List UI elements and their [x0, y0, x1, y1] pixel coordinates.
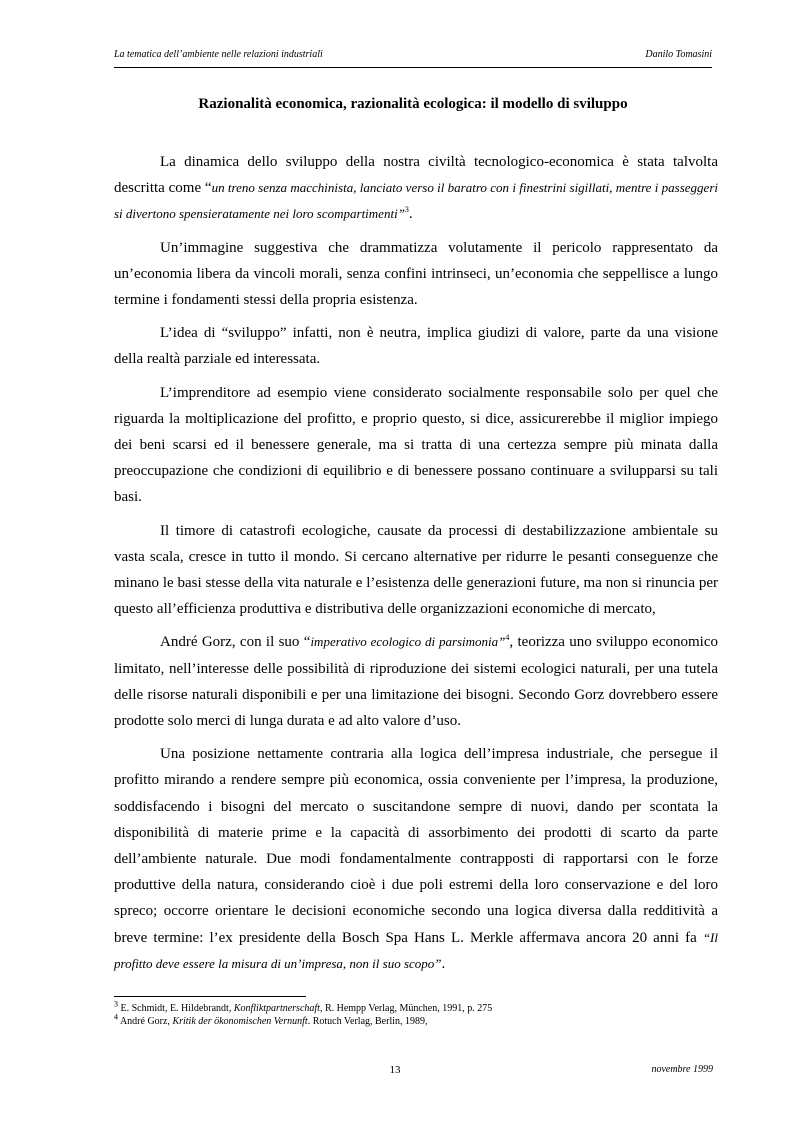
paragraph-6: André Gorz, con il suo “imperativo ecologico di parsimonia”$^4$, teorizza uno sviluppo economico limitato, nell’interesse delle possibilità di riproduzione dei sistemi ecologici naturali, per una tutela delle risorse naturali disponibili e per una limitazione dei bisogni. Secondo Gorz dovrebbero essere prodotte solo merci di lunga durata e ad alto valore d’uso. [114, 633, 718, 730]
paragraph-2: Un’immagine suggestiva che drammatizza volutamente il pericolo rappresentato da un’economia libera da vincoli morali, senza confini intrinseci, un’economia che seppellisce a lungo termine i fondamenti stessi della propria esistenza. [114, 239, 718, 309]
footnote-4: $^4$ André Gorz, Kritik der ökonomischen Vernunft. Rotuch Verlag, Berlin, 1989, [114, 1012, 428, 1027]
body-text [114, 149, 718, 984]
quote-train: un treno senza macchinista, lanciato verso il baratro con i finestrini sigillati, mentre i passeggeri si divertono spensieratamente nei loro scompartimenti [114, 180, 718, 222]
footnote-3: $^3$ E. Schmidt, E. Hildebrandt, Konfliktpartnerschaft, R. Hempp Verlag, München, 1991, p. 275 [114, 999, 493, 1014]
paragraph-1: La dinamica dello sviluppo della nostra civiltà tecnologico-economica è stata talvolta descritta come “un treno senza macchinista, lanciato verso il baratro con i finestrini sigillati, mentre i passeggeri si divertono spensieratamente nei loro scompartimenti”$^3$. [114, 154, 718, 223]
paragraph-3: L’idea di “sviluppo” infatti, non è neutra, implica giudizi di valore, parte da una visione della realtà parziale ed interessata. [114, 325, 718, 368]
paragraph-7: Una posizione nettamente contraria alla logica dell’impresa industriale, che persegue il profitto mirando a rendere sempre più economica, ossia conveniente per l’impresa, la produzione, soddisfacendo i bisogni del mercato o suscitandone sempre di nuovi, dando per scontata la disponibilità di materie prime e la capacità di assorbimento dei prodotti di scarto da parte dell’ambiente naturale. Due modi fondamentalmente contrapposti di rapportarsi con le forze produttive della natura, considerando cioè i due poli estremi della loro conservazione e del loro spreco; occorre orientare le decisioni economiche secondo una logica diversa dalla redditività a breve termine: l’ex presidente della Bosch Spa Hans L. Merkle affermava ancora 20 anni fa “Il profitto deve essere la misura di un’impresa, non il suo scopo”. [114, 746, 718, 972]
section-title: Razionalità economica, razionalità ecologica: il modello di sviluppo [198, 96, 628, 112]
footer-date: novembre 1999 [651, 1064, 713, 1075]
footnotes [114, 999, 718, 1028]
footnote-ref-3[interactable]: 3 [404, 205, 409, 215]
footnote-ref-4[interactable]: 4 [505, 633, 510, 643]
running-header [114, 47, 712, 68]
footnote-separator [114, 996, 306, 997]
paragraph-5: Il timore di catastrofi ecologiche, causate da processi di destabilizzazione ambientale su vasta scala, cresce in tutto il mondo. Si cercano alternative per ridurre le pesanti conseguenze che minano le basi stesse della vita naturale e l’esistenza delle generazioni future, ma non si rinuncia per questo all’efficienza produttiva e distributiva delle organizzazioni economiche di mercato, [114, 522, 718, 618]
quote-merkle: “Il profitto deve essere la misura di un’impresa, non il suo scopo” [114, 929, 718, 971]
quote-gorz: imperativo ecologico di parsimonia” [310, 634, 506, 650]
paragraph-4: L’imprenditore ad esempio viene considerato socialmente responsabile solo per quel che riguarda la moltiplicazione del profitto, e proprio questo, si dice, assicurerebbe il miglior impiego dei beni scarsi ed il benessere generale, ma si tratta di una certezza sempre più minata dalla preoccupazione che condizioni di equilibrio e di benessere possano continuare a svilupparsi su tali basi. [114, 384, 718, 506]
page-number: 13 [389, 1064, 401, 1076]
header-title: La tematica dell’ambiente nelle relazioni industriali [114, 49, 323, 60]
header-author: Danilo Tomasini [645, 49, 712, 60]
